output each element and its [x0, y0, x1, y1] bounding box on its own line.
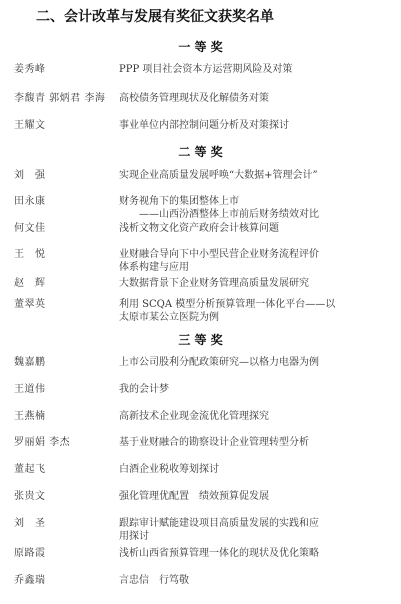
paper-title-line: 言忠信 行笃敬 [119, 575, 189, 586]
paper-title [119, 277, 387, 290]
paper-title-line: 跟踪审计赋能建设项目高质量发展的实践和应 [119, 518, 319, 529]
paper-title [119, 383, 387, 396]
paper-title-line: 用探讨 [119, 531, 149, 542]
paper-title-line: 白酒企业税收筹划探讨 [119, 464, 219, 475]
paper-title [119, 298, 387, 324]
paper-title [119, 92, 387, 105]
paper-title [119, 410, 387, 423]
paper-title-line: 浅析文物文化资产政府会计核算问题 [119, 223, 279, 234]
paper-title-line: 事业单位内部控制问题分析及对策探讨 [119, 120, 289, 131]
paper-title-line: 高校债务管理现状及化解债务对策 [119, 93, 269, 104]
second-prize-heading: 二 等 奖 [178, 145, 223, 159]
author-names: 魏嘉鹏 [14, 357, 46, 368]
author-names: 王 悦 [14, 249, 46, 260]
paper-title-line: PPP 项目社会资本方运营期风险及对策 [119, 64, 293, 75]
author-names: 刘 强 [14, 170, 46, 181]
paper-title-line: 大数据背景下企业财务管理高质量发展研究 [119, 278, 309, 289]
author-names: 王燕楠 [14, 411, 46, 422]
paper-title [119, 547, 387, 560]
author-names: 原路霞 [14, 548, 46, 559]
author-names: 王耀文 [14, 120, 46, 131]
third-prize-heading: 三 等 奖 [178, 333, 223, 347]
author-names: 罗丽娟 李杰 [14, 437, 71, 448]
author-names: 张贵文 [14, 491, 46, 502]
paper-title-line: 体系构建与应用 [119, 262, 189, 273]
document-title: 二、会计改革与发展有奖征文获奖名单 [36, 9, 274, 25]
paper-title [119, 169, 387, 182]
paper-title [119, 517, 387, 543]
first-prize-heading: 一 等 奖 [178, 40, 223, 54]
author-names: 姜秀峰 [14, 64, 46, 75]
paper-title-line: 太原市某公立医院为例 [119, 312, 219, 323]
paper-title-line: 利用 SCQA 模型分析预算管理一体化平台——以 [119, 299, 336, 310]
author-names: 赵 辉 [14, 278, 46, 289]
paper-title-line: 我的会计梦 [119, 384, 169, 395]
paper-title [119, 222, 387, 235]
author-names: 田永康 [14, 196, 46, 207]
author-names: 乔鑫瑞 [14, 575, 46, 586]
paper-title-line: 实现企业高质量发展呼唤“大数据+管理会计” [119, 170, 318, 181]
paper-title [119, 574, 387, 587]
paper-title-line: 强化管理优配置 绩效预算促发展 [119, 491, 269, 502]
paper-title [119, 195, 387, 221]
paper-title [119, 119, 387, 132]
paper-title-line: 业财融合导向下中小型民营企业财务流程评价 [119, 249, 319, 260]
paper-title [119, 63, 387, 76]
paper-title [119, 490, 387, 503]
paper-title-line: 上市公司股利分配政策研究—以格力电器为例 [119, 357, 319, 368]
author-names: 董翠英 [14, 299, 46, 310]
author-names: 董起飞 [14, 464, 46, 475]
author-names: 何文佳 [14, 223, 46, 234]
author-names: 王道伟 [14, 384, 46, 395]
paper-title [119, 248, 387, 274]
paper-title-line: 浅析山西省预算管理一体化的现状及优化策略 [119, 548, 319, 559]
author-names: 李馥青 郭炳君 李海 [14, 93, 106, 104]
paper-title [119, 463, 387, 476]
paper-title-line: 财务视角下的集团整体上市 [119, 196, 239, 207]
paper-title-line: 基于业财融合的勘察设计企业管理转型分析 [119, 437, 309, 448]
paper-title [119, 356, 387, 369]
paper-title-line: ——山西汾酒整体上市前后财务绩效对比 [139, 209, 319, 220]
paper-title-line: 高新技术企业现金流优化管理探究 [119, 411, 269, 422]
paper-title [119, 436, 387, 449]
author-names: 刘 圣 [14, 518, 46, 529]
